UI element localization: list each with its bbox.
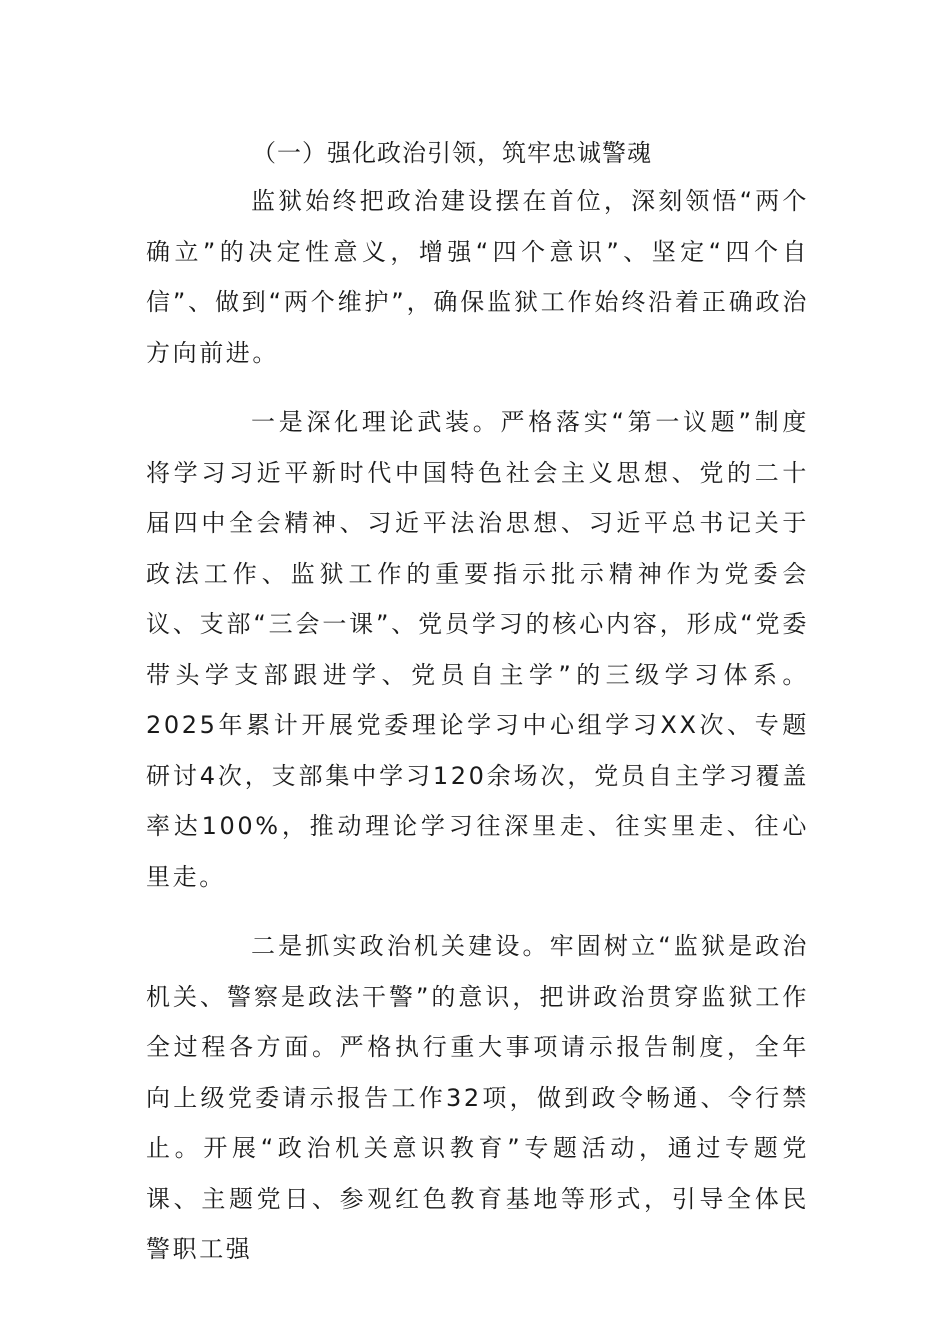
paragraph-theory-study: 一是深化理论武装。严格落实“第一议题”制度将学习习近平新时代中国特色社会主义思想、党的二十届四中全会精神、习近平法治思想、习近平总书记关于政法工作、监狱工作的重要指示批示精神作为党委会议、支部“三会一课”、党员学习的核心内容，形成“党委带头学支部跟进学、党员自主学”的三级学习体系。2025年累计开展党委理论学习中心组学习XX次、专题研讨4次，支部集中学习120余场次，党员自主学习覆盖率达100%，推动理论学习往深里走、往实里走、往心里走。 [146,408,809,891]
paragraph-political-building: 监狱始终把政治建设摆在首位，深刻领悟“两个确立”的决定性意义，增强“四个意识”、坚定“四个自信”、做到“两个维护”，确保监狱工作始终沿着正确政治方向前进。 [146,187,809,367]
section-heading: （一）强化政治引领，筑牢忠诚警魂 [252,139,652,167]
paragraph-political-organ: 二是抓实政治机关建设。牢固树立“监狱是政治机关、警察是政法干警”的意识，把讲政治贯穿监狱工作全过程各方面。严格执行重大事项请示报告制度，全年向上级党委请示报告工作32项，做到政令畅通、令行禁止。开展“政治机关意识教育”专题活动，通过专题党课、主题党日、参观红色教育基地等形式，引导全体民警职工强 [146,932,809,1263]
